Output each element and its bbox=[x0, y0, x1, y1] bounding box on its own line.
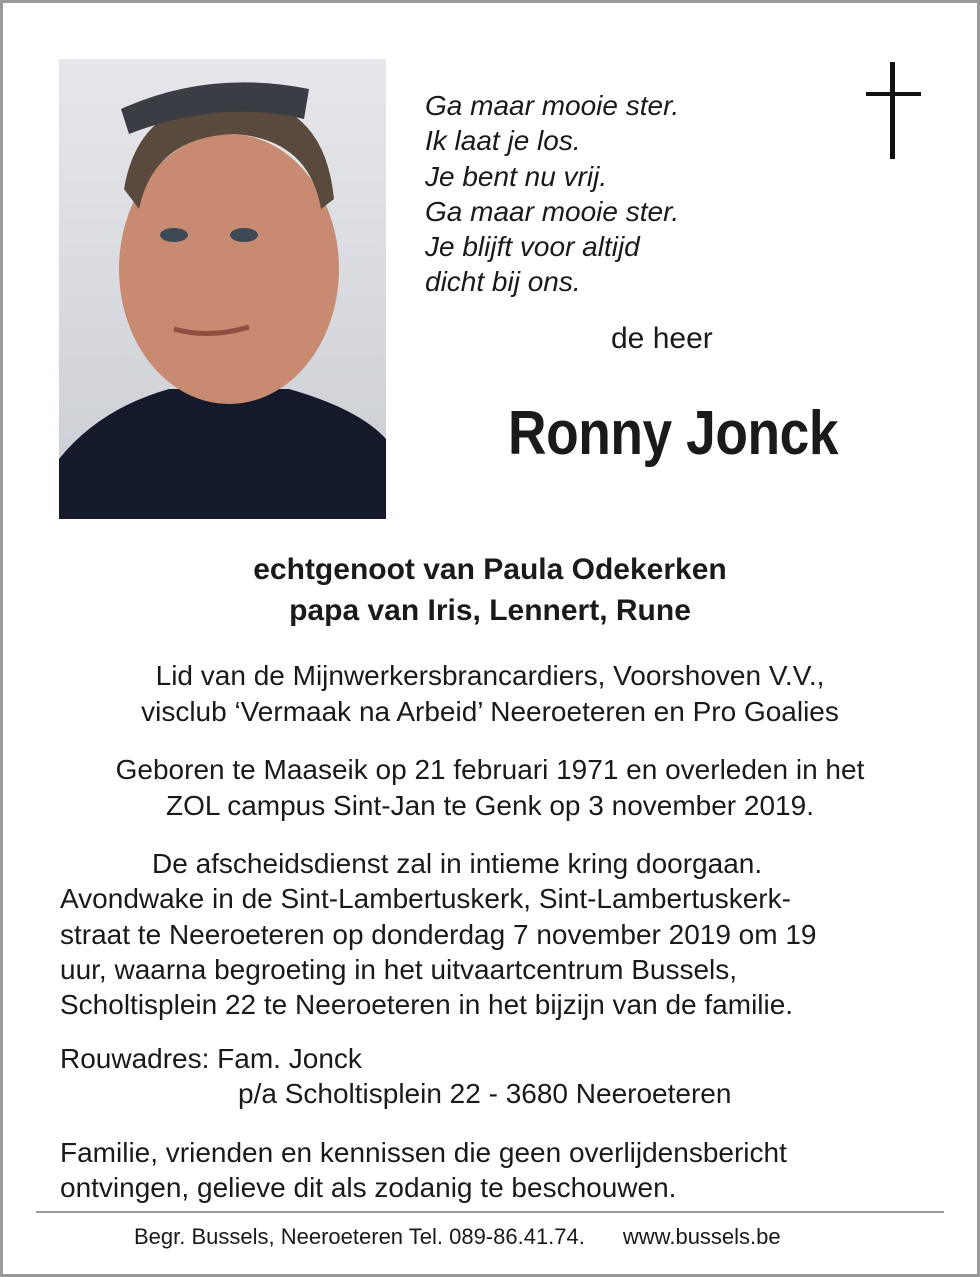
portrait-photo bbox=[59, 59, 386, 519]
closing-line: ontvingen, gelieve dit als zodanig te beschouwen. bbox=[60, 1172, 677, 1204]
membership-line: visclub ‘Vermaak na Arbeid’ Neeroeteren en Pro Goalies bbox=[141, 695, 839, 727]
divider bbox=[36, 1211, 944, 1213]
service-info bbox=[60, 846, 817, 1022]
service-line: straat te Neeroeteren op donderdag 7 november 2019 om 19 bbox=[60, 918, 817, 950]
poem-line: Je blijft voor altijd bbox=[425, 231, 640, 263]
poem-line: Ga maar mooie ster. bbox=[425, 195, 680, 227]
deceased-name: Ronny Jonck bbox=[508, 399, 839, 468]
address-line: p/a Scholtisplein 22 - 3680 Neeroeteren bbox=[238, 1078, 732, 1110]
birth-death bbox=[0, 752, 980, 823]
salutation: de heer bbox=[611, 322, 713, 355]
relations bbox=[0, 549, 980, 631]
footer-website: www.bussels.be bbox=[622, 1224, 781, 1249]
poem-line: Je bent nu vrij. bbox=[425, 160, 608, 192]
service-line: Avondwake in de Sint-Lambertuskerk, Sint-Lambertuskerk- bbox=[60, 883, 791, 915]
poem-line: Ik laat je los. bbox=[425, 125, 581, 157]
poem-line: Ga maar mooie ster. bbox=[425, 90, 680, 121]
relation-line: echtgenoot van Paula Odekerken bbox=[253, 553, 727, 586]
service-line: De afscheidsdienst zal in intieme kring doorgaan. bbox=[152, 848, 763, 879]
birth-death-line: Geboren te Maaseik op 21 februari 1971 en overleden in het bbox=[115, 754, 865, 785]
service-line: Scholtisplein 22 te Neeroeteren in het bijzijn van de familie. bbox=[60, 989, 794, 1021]
relation-line: papa van Iris, Lennert, Rune bbox=[289, 594, 691, 627]
closing-line: Familie, vrienden en kennissen die geen overlijdensbericht bbox=[60, 1137, 787, 1168]
closing-note bbox=[60, 1135, 787, 1206]
poem bbox=[425, 88, 679, 300]
birth-death-line: ZOL campus Sint-Jan te Genk op 3 november 2019. bbox=[166, 789, 814, 821]
footer bbox=[134, 1224, 781, 1250]
service-line: uur, waarna begroeting in het uitvaartcentrum Bussels, bbox=[60, 953, 738, 985]
memberships bbox=[0, 658, 980, 729]
poem-line: dicht bij ons. bbox=[425, 266, 581, 298]
mourning-address bbox=[60, 1041, 731, 1112]
footer-contact: Begr. Bussels, Neeroeteren Tel. 089-86.41.74. bbox=[134, 1224, 585, 1249]
membership-line: Lid van de Mijnwerkersbrancardiers, Voorshoven V.V., bbox=[155, 660, 825, 691]
address-label: Rouwadres: Fam. Jonck bbox=[60, 1043, 362, 1074]
